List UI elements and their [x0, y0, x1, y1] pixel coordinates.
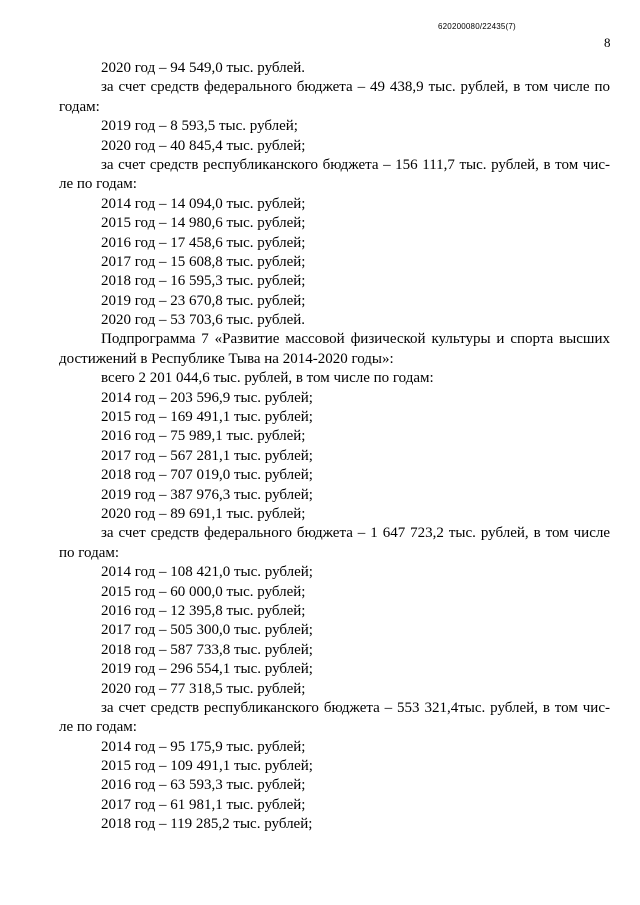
- text-line-content: Подпрограмма 7 «Развитие массовой физической культуры и спорта высших: [101, 331, 610, 348]
- text-line-content: годам:: [59, 98, 100, 115]
- text-line: [0, 350, 640, 369]
- text-line: [0, 718, 640, 737]
- text-line: [0, 137, 640, 156]
- text-line-content: 2014 год – 203 596,9 тыс. рублей;: [101, 389, 313, 406]
- text-line: [0, 486, 640, 505]
- text-line: [0, 253, 640, 272]
- text-line-content: 2020 год – 53 703,6 тыс. рублей.: [101, 312, 306, 329]
- text-line-content: ле по годам:: [59, 176, 137, 193]
- text-line: [0, 583, 640, 602]
- text-line-content: 2020 год – 89 691,1 тыс. рублей;: [101, 505, 306, 522]
- text-line-content: 2019 год – 23 670,8 тыс. рублей;: [101, 292, 306, 309]
- text-line: [0, 330, 640, 349]
- text-line: [0, 641, 640, 660]
- text-line-content: 2015 год – 14 980,6 тыс. рублей;: [101, 215, 306, 232]
- text-line: [0, 796, 640, 815]
- text-line-content: 2018 год – 119 285,2 тыс. рублей;: [101, 816, 313, 833]
- text-line: [0, 660, 640, 679]
- text-line-content: 2014 год – 14 094,0 тыс. рублей;: [101, 195, 306, 212]
- text-line: [0, 311, 640, 330]
- text-line: [0, 524, 640, 543]
- text-line: [0, 544, 640, 563]
- text-line-content: 2017 год – 505 300,0 тыс. рублей;: [101, 622, 313, 639]
- text-line: [0, 699, 640, 718]
- text-line: [0, 78, 640, 97]
- text-line: [0, 427, 640, 446]
- text-line-content: 2015 год – 169 491,1 тыс. рублей;: [101, 409, 313, 426]
- text-line-content: 2019 год – 387 976,3 тыс. рублей;: [101, 486, 313, 503]
- text-line: [0, 563, 640, 582]
- text-line-content: 2018 год – 707 019,0 тыс. рублей;: [101, 467, 313, 484]
- text-line: [0, 776, 640, 795]
- text-line: [0, 621, 640, 640]
- page-number: 8: [604, 35, 611, 50]
- text-line-content: за счет средств республиканского бюджета – 156 111,7 тыс. рублей, в том чис-: [101, 156, 610, 173]
- text-line: [0, 234, 640, 253]
- document-registration-code: 620200080/22435(7): [438, 22, 516, 31]
- text-line-content: 2014 год – 95 175,9 тыс. рублей;: [101, 738, 306, 755]
- text-line-content: 2018 год – 587 733,8 тыс. рублей;: [101, 641, 313, 658]
- text-line-content: 2016 год – 63 593,3 тыс. рублей;: [101, 777, 306, 794]
- text-line-content: за счет средств федерального бюджета – 49 438,9 тыс. рублей, в том числе по: [101, 79, 610, 96]
- text-line: [0, 195, 640, 214]
- text-line-content: 2018 год – 16 595,3 тыс. рублей;: [101, 273, 306, 290]
- text-line-content: 2016 год – 75 989,1 тыс. рублей;: [101, 428, 306, 445]
- text-line-content: 2019 год – 296 554,1 тыс. рублей;: [101, 661, 313, 678]
- document-body: [0, 59, 640, 835]
- text-line-content: за счет средств федерального бюджета – 1 647 723,2 тыс. рублей, в том числе: [101, 525, 610, 542]
- text-line: [0, 602, 640, 621]
- text-line-content: 2017 год – 15 608,8 тыс. рублей;: [101, 253, 306, 270]
- text-line: [0, 98, 640, 117]
- text-line-content: по годам:: [59, 544, 120, 561]
- text-line-content: 2020 год – 94 549,0 тыс. рублей.: [101, 60, 306, 76]
- text-line: [0, 214, 640, 233]
- text-line: [0, 505, 640, 524]
- text-line: [0, 156, 640, 175]
- text-line: [0, 738, 640, 757]
- text-line-content: 2017 год – 61 981,1 тыс. рублей;: [101, 796, 306, 813]
- text-line-content: 2016 год – 17 458,6 тыс. рублей;: [101, 234, 306, 251]
- text-line-content: ле по годам:: [59, 719, 137, 736]
- text-line: [0, 757, 640, 776]
- text-line: [0, 272, 640, 291]
- text-line: [0, 292, 640, 311]
- text-line: [0, 466, 640, 485]
- text-line-content: 2017 год – 567 281,1 тыс. рублей;: [101, 447, 313, 464]
- text-line-content: за счет средств республиканского бюджета – 553 321,4тыс. рублей, в том чис-: [101, 699, 610, 716]
- text-line-content: всего 2 201 044,6 тыс. рублей, в том числе по годам:: [101, 370, 434, 387]
- text-line-content: 2016 год – 12 395,8 тыс. рублей;: [101, 602, 306, 619]
- text-line-content: 2019 год – 8 593,5 тыс. рублей;: [101, 118, 298, 135]
- text-line-content: 2015 год – 109 491,1 тыс. рублей;: [101, 758, 313, 775]
- text-line: [0, 389, 640, 408]
- text-line: [0, 175, 640, 194]
- text-line: [0, 447, 640, 466]
- text-line-content: 2014 год – 108 421,0 тыс. рублей;: [101, 564, 313, 581]
- text-line: [0, 59, 640, 78]
- text-line-content: 2020 год – 40 845,4 тыс. рублей;: [101, 137, 306, 154]
- text-line: [0, 369, 640, 388]
- text-line: [0, 815, 640, 834]
- text-line-content: 2015 год – 60 000,0 тыс. рублей;: [101, 583, 306, 600]
- text-line-content: достижений в Республике Тыва на 2014-2020 годы»:: [59, 350, 394, 367]
- text-line: [0, 408, 640, 427]
- text-line: [0, 680, 640, 699]
- text-line: [0, 117, 640, 136]
- text-line-content: 2020 год – 77 318,5 тыс. рублей;: [101, 680, 306, 697]
